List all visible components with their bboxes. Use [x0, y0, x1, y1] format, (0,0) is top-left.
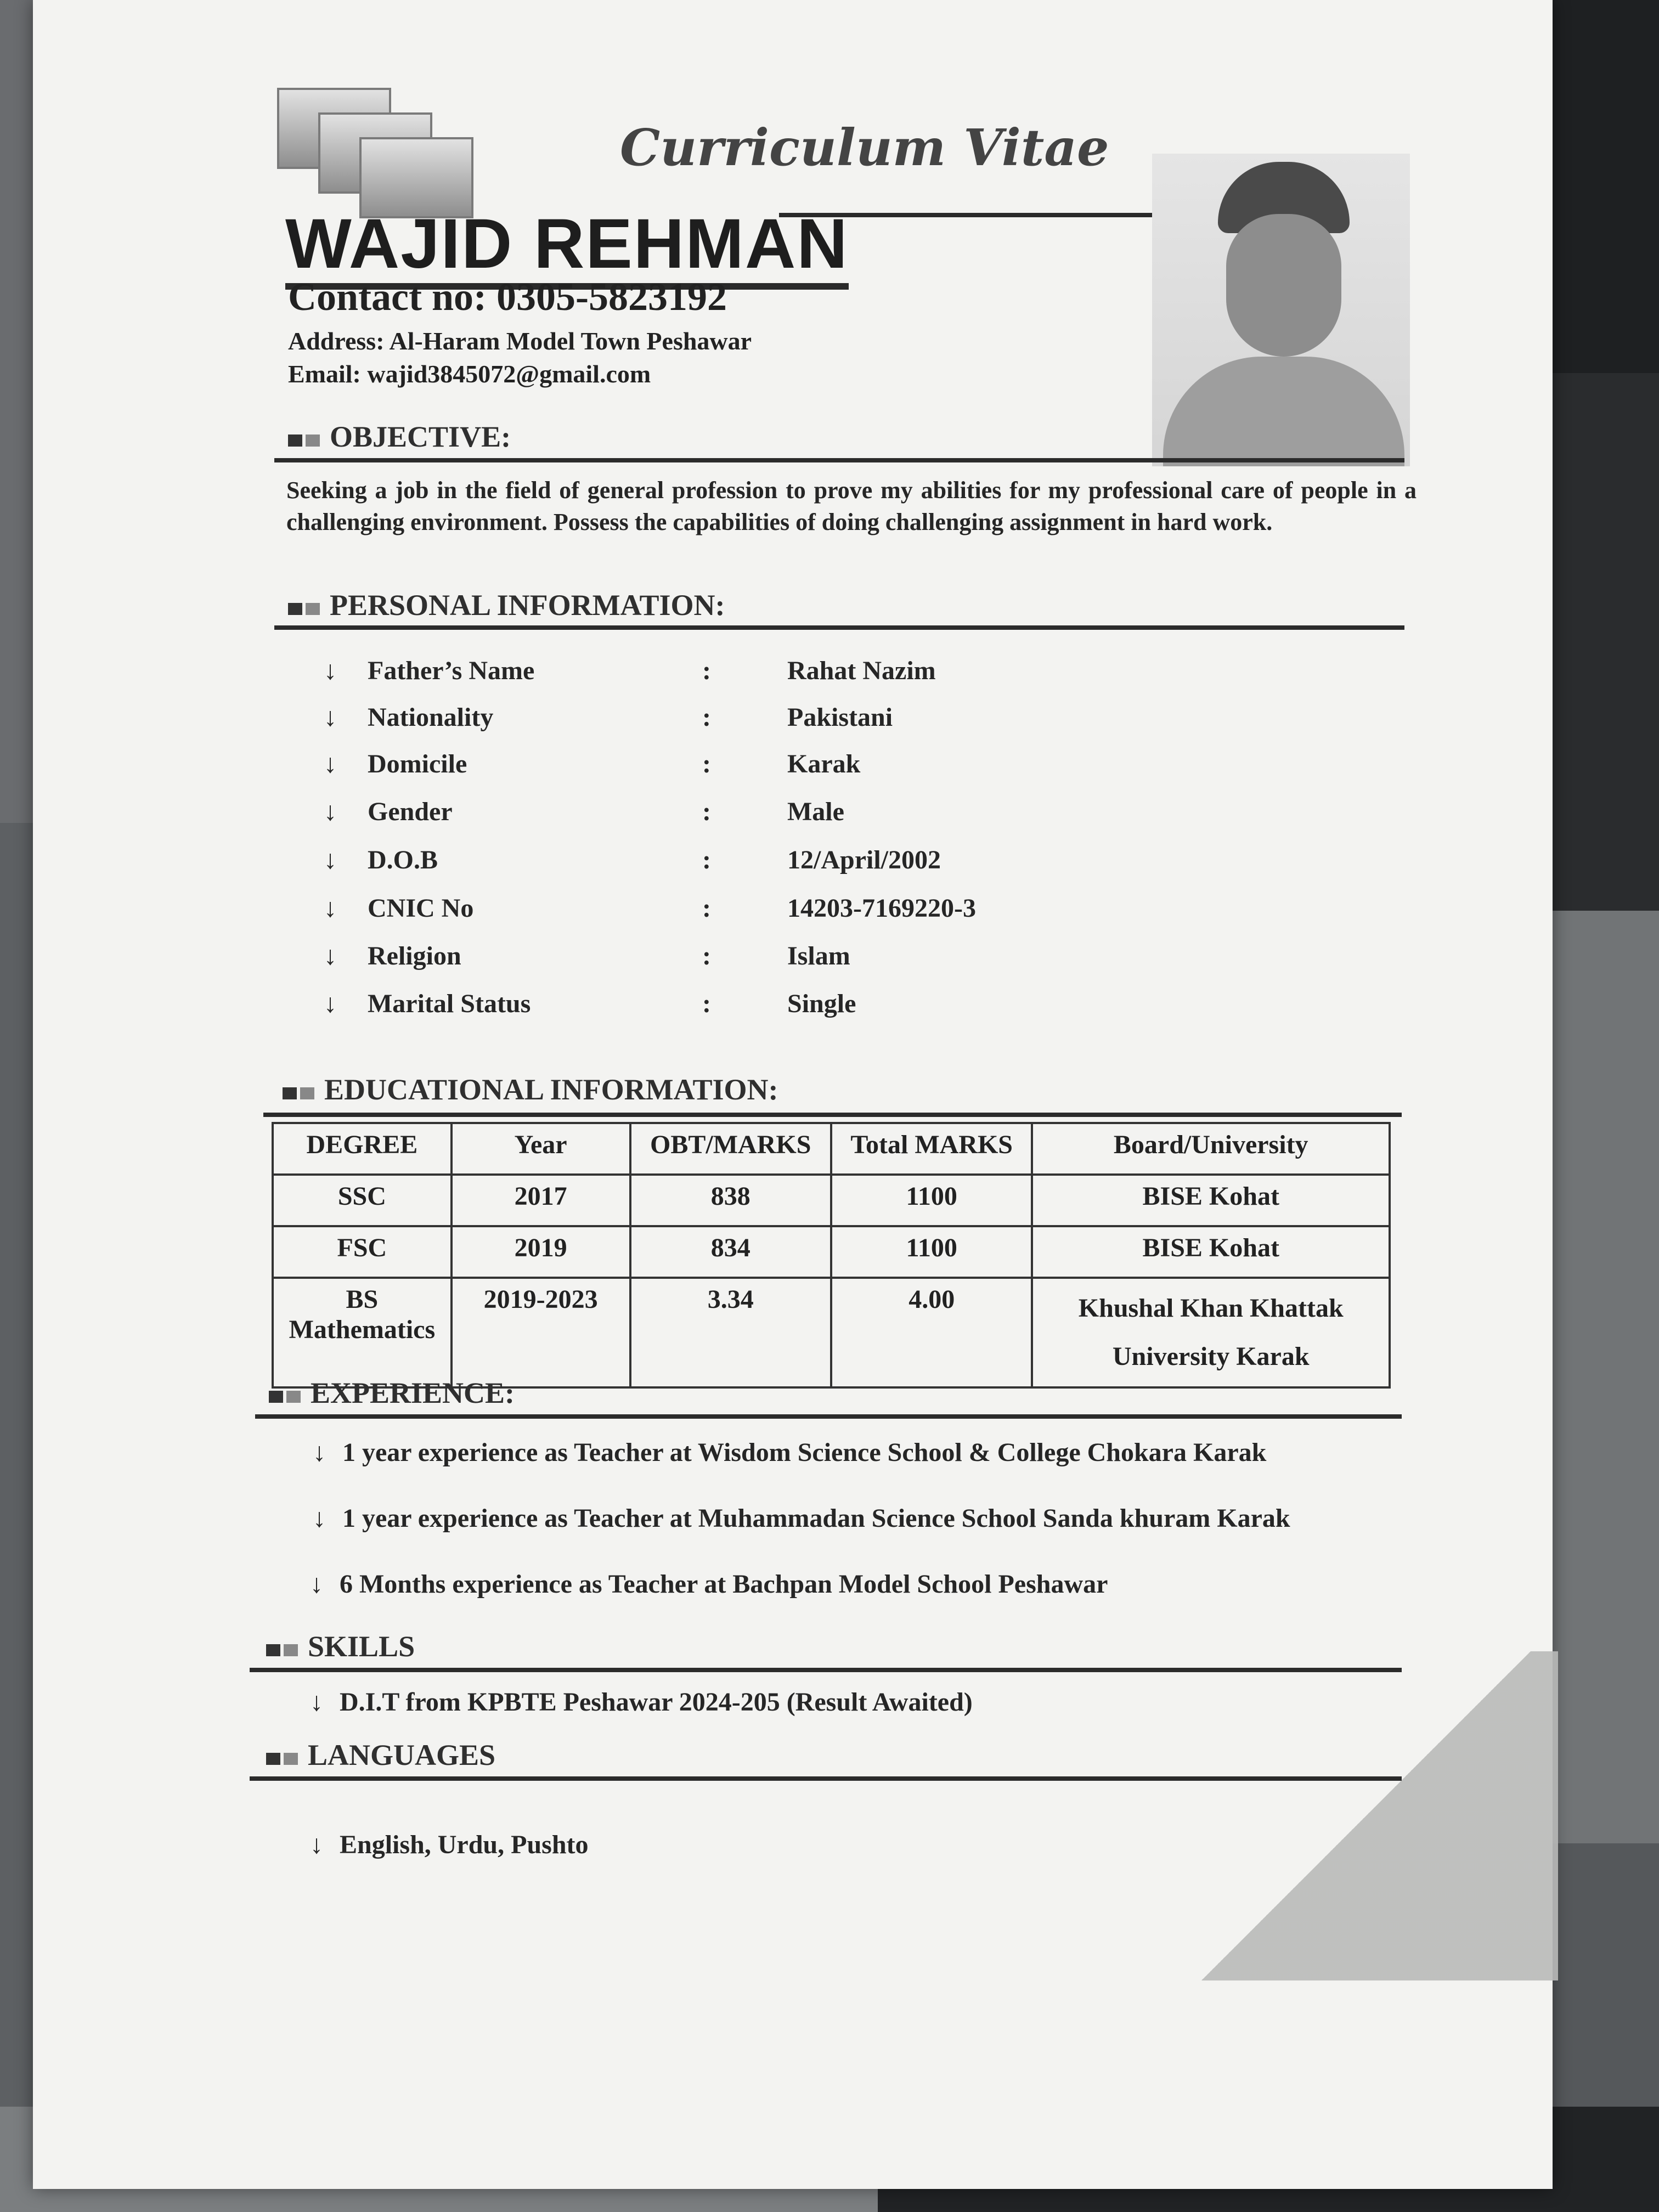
- arrow-down-icon: ↓: [324, 989, 337, 1018]
- education-heading: [283, 1073, 778, 1107]
- column-header: Year: [452, 1123, 630, 1175]
- objective-text: Seeking a job in the field of general profession to prove my abilities for my professional care of people in a challenging environment. Possess the capabilities of doing challenging assignment in hard work.: [286, 477, 1417, 535]
- personal-value: Single: [787, 989, 856, 1018]
- column-header: DEGREE: [273, 1123, 452, 1175]
- column-header: Total MARKS: [831, 1123, 1032, 1175]
- table-cell: 2017: [452, 1175, 630, 1226]
- personal-label: Nationality: [368, 703, 494, 732]
- list-item: [313, 1503, 1290, 1533]
- skills-heading: [266, 1629, 415, 1663]
- separator: :: [702, 989, 711, 1018]
- list-item: [313, 1437, 1266, 1468]
- personal-value: Pakistani: [787, 703, 893, 732]
- table-row: [273, 1175, 1390, 1226]
- personal-label: Religion: [368, 941, 461, 970]
- square-marker-icon: [286, 1391, 301, 1403]
- square-marker-icon: [300, 1087, 314, 1099]
- arrow-down-icon: ↓: [324, 797, 337, 826]
- table-cell: BISE Kohat: [1032, 1175, 1390, 1226]
- table-cell: BS Mathematics: [273, 1278, 452, 1387]
- languages-title: LANGUAGES: [308, 1739, 496, 1771]
- skills-title: SKILLS: [308, 1630, 415, 1663]
- separator: :: [702, 703, 711, 732]
- square-marker-icon: [266, 1644, 280, 1656]
- table-cell: 1100: [831, 1175, 1032, 1226]
- personal-value: 14203-7169220-3: [787, 894, 976, 923]
- experience-heading: [269, 1376, 515, 1410]
- language-text: English, Urdu, Pushto: [340, 1830, 589, 1859]
- separator: :: [702, 656, 711, 685]
- arrow-down-icon: ↓: [310, 1688, 323, 1717]
- table-cell: 834: [630, 1226, 831, 1278]
- table-cell: 1100: [831, 1226, 1032, 1278]
- column-header: OBT/MARKS: [630, 1123, 831, 1175]
- square-marker-icon: [306, 603, 320, 615]
- candidate-name: WAJID REHMAN: [285, 206, 849, 290]
- separator: :: [702, 941, 711, 970]
- arrow-down-icon: ↓: [324, 703, 337, 732]
- table-cell: SSC: [273, 1175, 452, 1226]
- separator: :: [702, 749, 711, 778]
- personal-row: [324, 749, 1037, 782]
- square-marker-icon: [288, 603, 302, 615]
- table-cell: 2019: [452, 1226, 630, 1278]
- arrow-down-icon: ↓: [310, 1570, 323, 1599]
- arrow-down-icon: ↓: [310, 1830, 323, 1859]
- education-title: EDUCATIONAL INFORMATION:: [324, 1073, 778, 1106]
- arrow-down-icon: ↓: [313, 1438, 326, 1467]
- separator: :: [702, 797, 711, 826]
- experience-text: 1 year experience as Teacher at Wisdom Science School & College Chokara Karak: [342, 1438, 1267, 1467]
- section-rule: [274, 458, 1404, 462]
- personal-label: Domicile: [368, 749, 467, 778]
- square-marker-icon: [284, 1753, 298, 1765]
- personal-heading: [288, 588, 725, 622]
- square-marker-icon: [269, 1391, 283, 1403]
- section-rule: [274, 625, 1404, 630]
- shirt-icon: [1163, 357, 1404, 466]
- personal-label: Gender: [368, 797, 453, 826]
- personal-value: Male: [787, 797, 844, 826]
- personal-value: Rahat Nazim: [787, 656, 936, 685]
- table-cell: FSC: [273, 1226, 452, 1278]
- skill-text: D.I.T from KPBTE Peshawar 2024-205 (Result Awaited): [340, 1688, 973, 1717]
- arrow-down-icon: ↓: [324, 845, 337, 874]
- section-rule: [250, 1668, 1402, 1672]
- personal-row: [324, 941, 1037, 974]
- objective-heading: [288, 420, 511, 454]
- experience-title: EXPERIENCE:: [311, 1376, 515, 1409]
- table-cell: 838: [630, 1175, 831, 1226]
- education-table: [272, 1122, 1391, 1389]
- personal-row: [324, 656, 1037, 689]
- section-rule: [255, 1414, 1402, 1419]
- table-header-row: [273, 1123, 1390, 1175]
- personal-value: Islam: [787, 941, 850, 970]
- email: Email: wajid3845072@gmail.com: [288, 360, 651, 388]
- objective-title: OBJECTIVE:: [330, 420, 511, 453]
- experience-text: 6 Months experience as Teacher at Bachpan Model School Peshawar: [340, 1570, 1108, 1599]
- list-item: [310, 1830, 589, 1860]
- face-icon: [1226, 214, 1341, 357]
- section-rule: [263, 1113, 1402, 1117]
- address: Address: Al-Haram Model Town Peshawar: [288, 327, 752, 355]
- table-row: [273, 1278, 1390, 1387]
- column-header: Board/University: [1032, 1123, 1390, 1175]
- square-marker-icon: [284, 1644, 298, 1656]
- arrow-down-icon: ↓: [324, 749, 337, 778]
- table-cell: Khushal Khan Khattak University Karak: [1032, 1278, 1390, 1387]
- personal-row: [324, 845, 1037, 878]
- cv-heading: Curriculum Vitae: [620, 118, 1109, 177]
- personal-label: CNIC No: [368, 894, 474, 923]
- personal-label: D.O.B: [368, 845, 438, 874]
- arrow-down-icon: ↓: [324, 941, 337, 970]
- square-marker-icon: [288, 435, 302, 447]
- personal-value: Karak: [787, 749, 861, 778]
- table-cell: BISE Kohat: [1032, 1226, 1390, 1278]
- personal-value: 12/April/2002: [787, 845, 941, 874]
- list-item: [310, 1687, 973, 1717]
- table-row: [273, 1226, 1390, 1278]
- decorative-corner: [1174, 1651, 1558, 1980]
- profile-photo: [1152, 154, 1410, 466]
- arrow-down-icon: ↓: [313, 1504, 326, 1533]
- table-cell: 4.00: [831, 1278, 1032, 1387]
- background-tile: [1553, 911, 1659, 1843]
- languages-heading: [266, 1738, 495, 1772]
- list-item: [310, 1569, 1108, 1599]
- arrow-down-icon: ↓: [324, 656, 337, 685]
- personal-row: [324, 702, 1037, 735]
- personal-row: [324, 893, 1037, 926]
- experience-text: 1 year experience as Teacher at Muhammadan Science School Sanda khuram Karak: [342, 1504, 1290, 1533]
- personal-label: Father’s Name: [368, 656, 535, 685]
- background-tile: [1553, 373, 1659, 911]
- separator: :: [702, 894, 711, 923]
- personal-title: PERSONAL INFORMATION:: [330, 589, 725, 622]
- contact-number: Contact no: 0305-5823192: [288, 275, 727, 319]
- personal-label: Marital Status: [368, 989, 531, 1018]
- separator: :: [702, 845, 711, 874]
- table-cell: 3.34: [630, 1278, 831, 1387]
- personal-row: [324, 797, 1037, 830]
- square-marker-icon: [266, 1753, 280, 1765]
- square-marker-icon: [283, 1087, 297, 1099]
- section-rule: [250, 1776, 1402, 1781]
- personal-row: [324, 989, 1037, 1022]
- square-marker-icon: [306, 435, 320, 447]
- arrow-down-icon: ↓: [324, 894, 337, 923]
- table-cell: 2019-2023: [452, 1278, 630, 1387]
